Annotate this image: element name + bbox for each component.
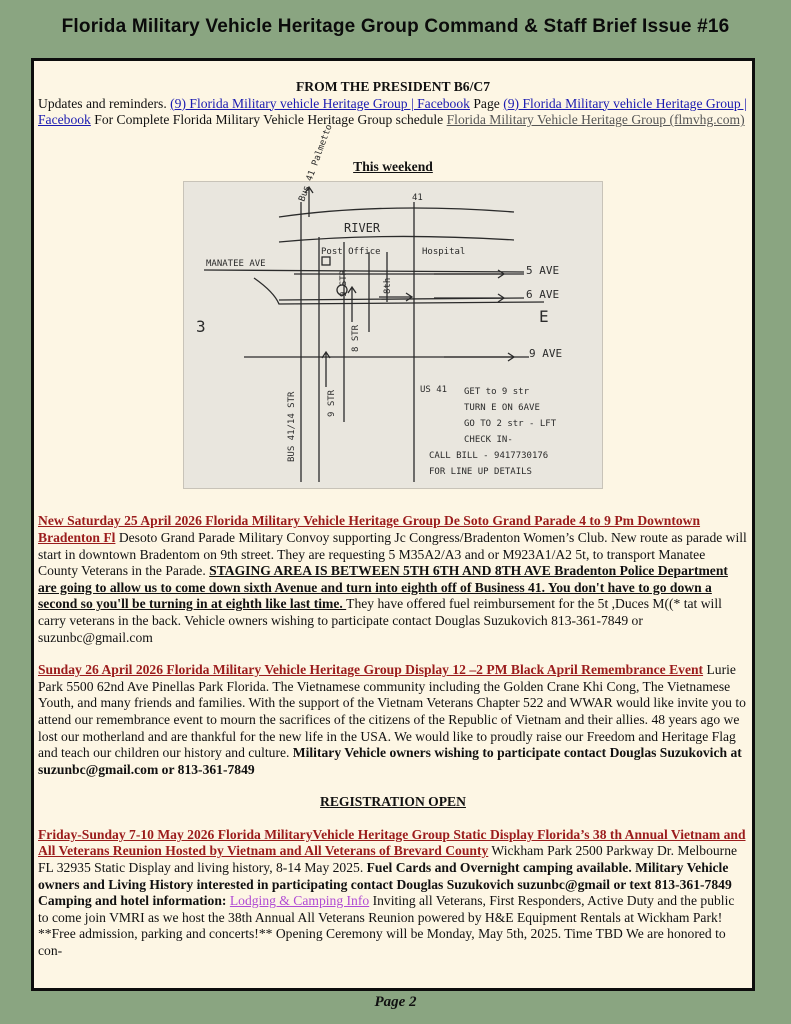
event-title: Sunday 26 April 2026 Florida Military Vehicle Heritage Group Display 12 –2 PM Black April Remembrance Event [38, 662, 704, 678]
staging-area-notice: STAGING AREA IS BETWEEN 5TH 6TH AND 8TH AVE Bradenton Police Department are going to allow us to come down sixth Avenue and turn into eighth off of Business 41. You don't have to go down a second so you'll be turning in at eighth like last time. [38, 563, 728, 612]
event-body: Desoto Grand Parade Military Convoy supporting Jc Congress/Bradenton Women’s Club. New route as parade will start in downtown Bradentom on 9th street. They are requesting 5 M35A2/A3 and or M923A1/A2 5t, to transport Manatee County Veterans in the Parade. [38, 529, 747, 579]
map-label-us41: US 41 [420, 385, 448, 396]
direction-line: GET to 9 str [464, 387, 530, 398]
map-label-9-str-upper: 9 STR [339, 270, 349, 298]
event-body: Wickham Park 2500 Parkway Dr. Melbourne FL 32935 Static Display and living history, 8-14 May 2025. [38, 843, 738, 876]
map-label-post-office: Post Office [321, 247, 381, 258]
lodging-camping-link[interactable]: Lodging & Camping Info [229, 893, 370, 909]
president-paragraph [38, 96, 748, 129]
event-body: They have offered fuel reimbursement for the 5t ,Duces M((* tat will carry veterans in the back. Vehicle owners wishing to participate contact Douglas Suzukovich 813-361-7849 or suzunbc@gmail.com [38, 596, 722, 645]
website-link[interactable]: Florida Military Vehicle Heritage Group (flmvhg.com) [446, 112, 745, 128]
map-label-bus41-palmetto: Bus 41 Palmetto [297, 123, 335, 204]
this-weekend-heading: This weekend [353, 158, 433, 174]
facebook-link-2[interactable]: (9) Florida Military vehicle Heritage Group | Facebook [38, 95, 747, 128]
facebook-link-1[interactable]: (9) Florida Military vehicle Heritage Group | Facebook [170, 95, 470, 111]
map-label-9-ave: 9 AVE [529, 347, 563, 361]
event-body: Inviting all Veterans, First Responders, Active Duty and the public to come join VMRI as we host the 38th Annual All Veterans Reunion powered by H&E Equipment Rentals at Wickham Park! **Free admission, parking and concerts!** Opening Ceremony will be Monday, May 5th, 2025. Time TBD We are honored to con- [38, 893, 735, 959]
map-label-east: E [539, 307, 549, 327]
event-veterans-reunion [38, 827, 748, 960]
map-label-9-str-lower: 9 STR [327, 390, 337, 418]
intro-text: Updates and reminders. [38, 95, 167, 111]
event-title: Friday-Sunday 7-10 May 2026 Florida MilitaryVehicle Heritage Group Static Display Florida’s 38 th Annual Vietnam and All Veterans Reunion Hosted by Vietnam and All Veterans of Brevard County [38, 826, 746, 859]
map-label-west: 3 [196, 317, 206, 337]
direction-line: GO TO 2 str - LFT [464, 419, 557, 430]
map-label-hospital: Hospital [422, 247, 466, 258]
page-content [38, 79, 748, 960]
direction-line: FOR LINE UP DETAILS [429, 467, 532, 478]
event-de-soto-parade [38, 513, 748, 646]
map-label-6-ave: 6 AVE [526, 288, 560, 302]
map-label-8-str: 8 STR [351, 325, 361, 353]
map-label-manatee-ave: MANATEE AVE [206, 259, 266, 270]
masthead-title: Florida Military Vehicle Heritage Group Command & Staff Brief Issue #16 [61, 16, 730, 37]
event-black-april [38, 662, 748, 778]
event-contact: Fuel Cards and Overnight camping available. Military Vehicle owners and Living History interested in participating contact Douglas Suzukovich suzunbc@gmail or text 813-361-7849 Camping and hotel information: [38, 860, 732, 909]
event-body: Lurie Park 5500 62nd Ave Pinellas Park Florida. The Vietnamese community including the Golden Crane Khi Cong, The Vietnamese Youth, and many friends and families. With the support of the Vietnam Veterans Chapter 522 and WWAR would like invite you to attend our remembrance event to mourn the sacrifices of the citizens of the Republic of Vietnam and their allies. 48 years ago we lost our motherland and are thankful for the new life in the USA. We would like to proudly raise our Freedom and Heritage Flag and teach our children our history and culture. [38, 662, 746, 761]
direction-line: CALL BILL - 9417730176 [429, 451, 549, 462]
president-heading: FROM THE PRESIDENT B6/C7 [296, 79, 490, 94]
event-title: New Saturday 25 April 2026 Florida Military Vehicle Heritage Group De Soto Grand Parade 4 to 9 Pm Downtown Bradenton Fl [38, 513, 701, 545]
map-label-bus41-14-str: BUS 41/14 STR [287, 391, 297, 463]
map-label-8th: 8th [383, 278, 393, 295]
direction-line: TURN E ON 6AVE [464, 403, 540, 414]
map-label-5-ave: 5 AVE [526, 264, 560, 278]
event-contact: Military Vehicle owners wishing to participate contact Douglas Suzukovich at suzunbc@gmail.com or 813-361-7849 [38, 745, 742, 777]
map-directions [429, 387, 557, 477]
page-number: Page 2 [374, 994, 417, 1010]
page-word: Page [473, 95, 500, 111]
direction-line: CHECK IN- [464, 435, 513, 446]
map-label-41: 41 [412, 193, 423, 204]
registration-heading: REGISTRATION OPEN [320, 794, 466, 810]
map-label-river: RIVER [344, 221, 381, 236]
content-frame [31, 58, 755, 991]
schedule-text: For Complete Florida Military Vehicle Heritage Group schedule [94, 112, 444, 128]
